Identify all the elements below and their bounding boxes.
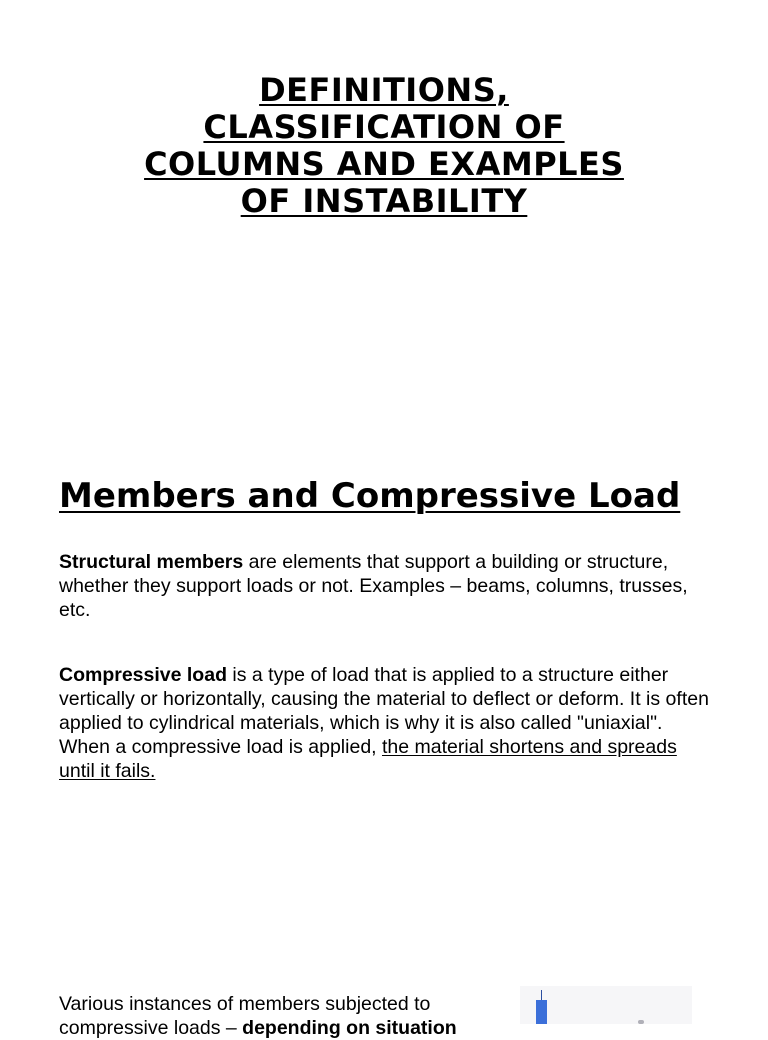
compressive-load-underlined: the material shortens and spreads until it fails. — [59, 736, 677, 782]
compressive-load-term: Compressive load — [59, 664, 227, 686]
title-line-3: COLUMNS AND EXAMPLES — [144, 145, 624, 183]
column-figure — [520, 986, 692, 1024]
instances-paragraph — [59, 992, 479, 1040]
column-figure-mark — [638, 1020, 644, 1024]
compressive-load-paragraph — [59, 663, 709, 783]
column-figure-post — [536, 1000, 547, 1024]
compressive-load-text: is a type of load that is applied to a structure either vertically or horizontally, causing the material to deflect or deform. It is often applied to cylindrical materials, which is why it is also called "uniaxial". When a compressive load is applied, — [59, 664, 709, 758]
instances-text: Various instances of members subjected to — [59, 993, 431, 1015]
section-heading: Members and Compressive Load — [59, 476, 681, 516]
structural-members-paragraph — [59, 550, 709, 622]
page-title — [100, 72, 668, 220]
structural-members-text: are elements that support a building or structure, whether they support loads or not. Examples – beams, columns, trusses, etc. — [59, 551, 688, 621]
title-line-1: DEFINITIONS, — [259, 71, 509, 109]
title-line-4: OF INSTABILITY — [240, 182, 528, 220]
title-line-2: CLASSIFICATION OF — [203, 108, 565, 146]
instances-cut-line: compressive loads – depending on situation — [59, 1017, 457, 1039]
structural-members-term: Structural members — [59, 551, 244, 573]
